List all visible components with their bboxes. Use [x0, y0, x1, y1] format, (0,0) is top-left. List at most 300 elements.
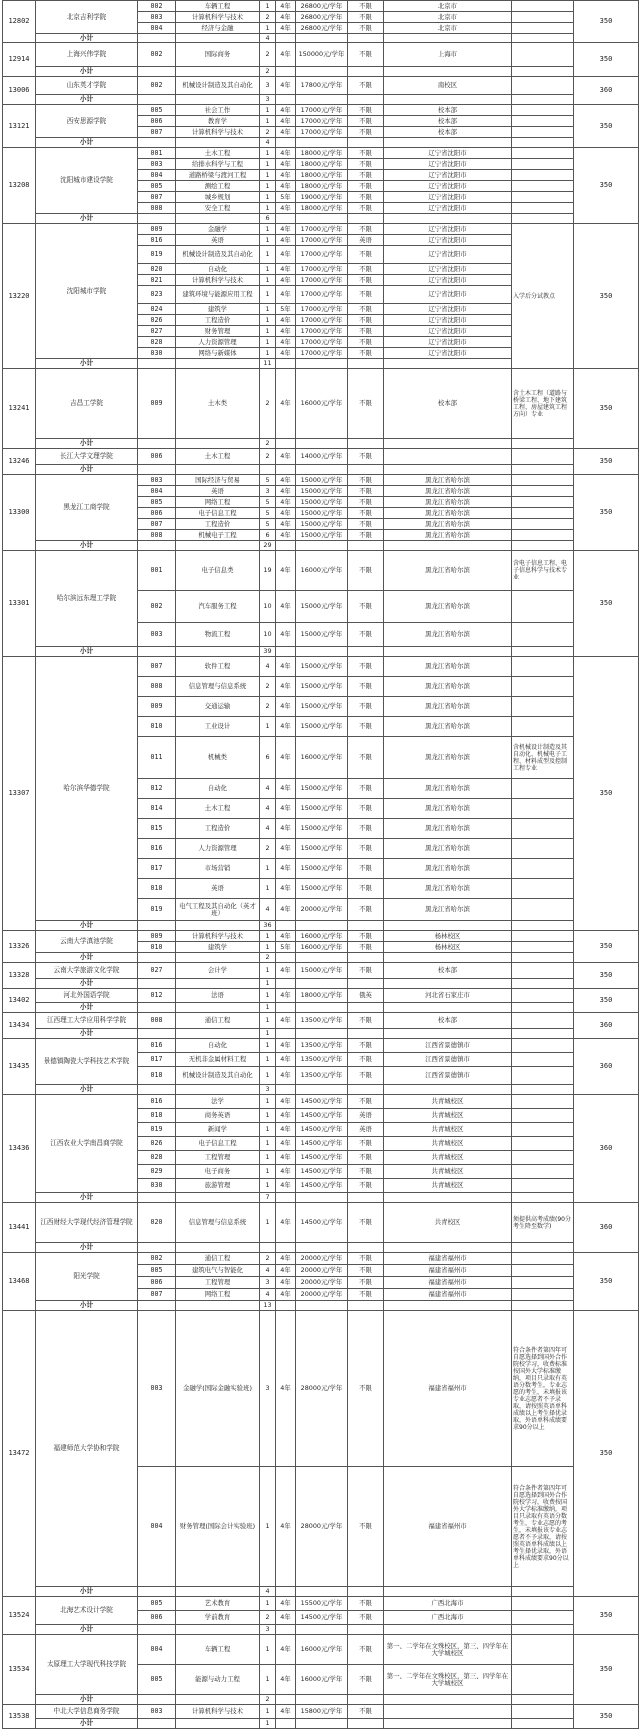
subtotal-spacer — [296, 541, 348, 551]
subtotal-spacer — [176, 95, 260, 105]
major-row — [3, 657, 639, 677]
language-requirement: 不限 — [348, 942, 384, 953]
remark — [512, 1039, 574, 1053]
major-code: 004 — [138, 23, 176, 34]
subtotal-count: 3 — [260, 1085, 276, 1095]
language-requirement: 不限 — [348, 931, 384, 942]
language-requirement: 不限 — [348, 519, 384, 530]
remark — [512, 1705, 574, 1719]
subtotal-spacer — [176, 1003, 260, 1013]
subtotal-label: 小计 — [36, 979, 138, 989]
subtotal-spacer — [296, 647, 348, 657]
tuition-fee: 17800元/学年 — [296, 77, 348, 95]
remark — [512, 77, 574, 95]
subtotal-spacer — [176, 1193, 260, 1203]
remark — [512, 779, 574, 799]
subtotal-spacer — [384, 67, 512, 77]
study-years: 4年 — [276, 931, 296, 942]
major-code: 010 — [138, 717, 176, 737]
major-row — [3, 224, 639, 235]
subtotal-count: 36 — [260, 921, 276, 931]
tuition-fee: 14500元/学年 — [296, 1165, 348, 1179]
school-name: 北京吉利学院 — [36, 1, 138, 34]
subtotal-spacer — [348, 1719, 384, 1729]
subtotal-spacer — [384, 979, 512, 989]
study-years: 4年 — [276, 235, 296, 246]
study-years: 4年 — [276, 1611, 296, 1625]
study-years: 4年 — [276, 879, 296, 899]
tuition-fee: 14500元/学年 — [296, 1179, 348, 1193]
study-years: 4年 — [276, 159, 296, 170]
language-requirement: 不限 — [348, 77, 384, 95]
tuition-fee: 15000元/学年 — [296, 779, 348, 799]
campus-location: 校本部 — [384, 1013, 512, 1029]
major-name: 英语 — [176, 879, 260, 899]
major-name: 机械电子工程 — [176, 530, 260, 541]
tuition-fee: 18000元/学年 — [296, 181, 348, 192]
school-name: 西安思源学院 — [36, 105, 138, 138]
major-name: 电子信息工程 — [176, 508, 260, 519]
language-requirement: 不限 — [348, 23, 384, 34]
tuition-fee: 17000元/学年 — [296, 304, 348, 315]
plan-count: 4 — [260, 1289, 276, 1301]
remark — [512, 942, 574, 953]
remark — [512, 1123, 574, 1137]
subtotal-spacer — [512, 465, 574, 475]
subtotal-spacer — [512, 95, 574, 105]
subtotal-spacer — [138, 67, 176, 77]
tuition-fee: 15000元/学年 — [296, 859, 348, 879]
tuition-fee: 14500元/学年 — [296, 1137, 348, 1151]
remark: 含电子信息工程、电子信息科学与技术专业 — [512, 551, 574, 591]
plan-count: 2 — [260, 369, 276, 439]
study-years: 4年 — [276, 1137, 296, 1151]
subtotal-spacer — [296, 95, 348, 105]
plan-count: 1 — [260, 989, 276, 1003]
campus-location: 福建省福州市 — [384, 1467, 512, 1587]
subtotal-spacer — [296, 1029, 348, 1039]
cutoff-score: 350 — [574, 148, 639, 224]
study-years: 4年 — [276, 839, 296, 859]
plan-count: 1 — [260, 1665, 276, 1695]
subtotal-spacer — [138, 1587, 176, 1597]
major-code: 018 — [138, 1109, 176, 1123]
subtotal-spacer — [176, 1719, 260, 1729]
study-years: 4年 — [276, 530, 296, 541]
language-requirement: 不限 — [348, 159, 384, 170]
subtotal-label: 小计 — [36, 1719, 138, 1729]
major-code: 024 — [138, 304, 176, 315]
language-requirement: 不限 — [348, 1289, 384, 1301]
plan-count: 2 — [260, 697, 276, 717]
subtotal-spacer — [512, 439, 574, 449]
subtotal-count: 2 — [260, 439, 276, 449]
subtotal-spacer — [384, 921, 512, 931]
campus-location: 黑龙江省哈尔滨 — [384, 677, 512, 697]
major-name: 通信工程 — [176, 1253, 260, 1265]
subtotal-spacer — [512, 1301, 574, 1311]
language-requirement: 不限 — [348, 369, 384, 439]
major-code: 030 — [138, 1179, 176, 1193]
major-name: 网络与新媒体 — [176, 348, 260, 359]
major-name: 工程管理 — [176, 1151, 260, 1165]
school-code: 13326 — [3, 931, 36, 963]
subtotal-spacer — [296, 1003, 348, 1013]
tuition-fee: 14000元/学年 — [296, 449, 348, 465]
study-years: 4年 — [276, 116, 296, 127]
subtotal-spacer — [138, 1003, 176, 1013]
major-code: 029 — [138, 1165, 176, 1179]
language-requirement: 不限 — [348, 1635, 384, 1665]
plan-count: 1 — [260, 192, 276, 203]
subtotal-spacer — [276, 1003, 296, 1013]
major-name: 汽车服务工程 — [176, 591, 260, 623]
subtotal-spacer — [276, 359, 296, 369]
plan-count: 1 — [260, 1013, 276, 1029]
school-name: 江西农业大学南昌商学院 — [36, 1095, 138, 1193]
study-years: 4年 — [276, 1151, 296, 1165]
subtotal-spacer — [138, 921, 176, 931]
major-row — [3, 105, 639, 116]
tuition-fee: 16000元/学年 — [296, 931, 348, 942]
major-code: 005 — [138, 181, 176, 192]
school-name: 福建师范大学协和学院 — [36, 1311, 138, 1587]
tuition-fee: 15000元/学年 — [296, 591, 348, 623]
subtotal-spacer — [176, 138, 260, 148]
remark — [512, 486, 574, 497]
study-years: 4年 — [276, 1067, 296, 1085]
remark — [512, 116, 574, 127]
plan-count: 1 — [260, 1109, 276, 1123]
major-row — [3, 1597, 639, 1611]
major-code: 003 — [138, 475, 176, 486]
major-name: 网络工程 — [176, 497, 260, 508]
subtotal-spacer — [384, 138, 512, 148]
campus-location: 黑龙江省哈尔滨 — [384, 737, 512, 779]
study-years: 4年 — [276, 1665, 296, 1695]
campus-location: 黑龙江省哈尔滨 — [384, 551, 512, 591]
subtotal-label: 小计 — [36, 1029, 138, 1039]
subtotal-spacer — [512, 1029, 574, 1039]
campus-location: 广西北海市 — [384, 1597, 512, 1611]
subtotal-row — [3, 1193, 639, 1203]
major-code: 005 — [138, 1265, 176, 1277]
remark — [512, 819, 574, 839]
major-name: 自动化 — [176, 1039, 260, 1053]
study-years: 4年 — [276, 737, 296, 779]
subtotal-spacer — [384, 359, 512, 369]
school-name: 云南大学滇池学院 — [36, 931, 138, 953]
language-requirement: 不限 — [348, 224, 384, 235]
campus-location: 黑龙江省哈尔滨 — [384, 486, 512, 497]
study-years: 4年 — [276, 1265, 296, 1277]
subtotal-spacer — [138, 647, 176, 657]
plan-count: 1 — [260, 235, 276, 246]
major-code: 026 — [138, 1137, 176, 1151]
major-code: 014 — [138, 799, 176, 819]
major-name: 计算机科学与技术 — [176, 931, 260, 942]
school-name: 阳光学院 — [36, 1253, 138, 1301]
major-code: 008 — [138, 1013, 176, 1029]
major-code: 006 — [138, 508, 176, 519]
campus-location: 辽宁省沈阳市 — [384, 315, 512, 326]
subtotal-spacer — [138, 34, 176, 43]
language-requirement: 不限 — [348, 43, 384, 67]
campus-location — [384, 449, 512, 465]
tuition-fee: 28000元/学年 — [296, 1311, 348, 1467]
subtotal-label: 小计 — [36, 1193, 138, 1203]
subtotal-row — [3, 921, 639, 931]
remark — [512, 1277, 574, 1289]
subtotal-row — [3, 1085, 639, 1095]
language-requirement: 不限 — [348, 899, 384, 921]
plan-count: 1 — [260, 116, 276, 127]
plan-count: 1 — [260, 23, 276, 34]
tuition-fee: 15000元/学年 — [296, 657, 348, 677]
language-requirement: 不限 — [348, 839, 384, 859]
subtotal-count: 3 — [260, 95, 276, 105]
subtotal-spacer — [348, 921, 384, 931]
subtotal-count: 2 — [260, 1695, 276, 1705]
remark — [512, 1665, 574, 1695]
subtotal-spacer — [384, 1587, 512, 1597]
subtotal-spacer — [176, 541, 260, 551]
subtotal-spacer — [384, 465, 512, 475]
major-name: 能源与动力工程 — [176, 1665, 260, 1695]
language-requirement: 不限 — [348, 246, 384, 264]
subtotal-spacer — [176, 647, 260, 657]
tuition-fee: 15000元/学年 — [296, 530, 348, 541]
major-code: 015 — [138, 819, 176, 839]
remark — [512, 1265, 574, 1277]
study-years: 4年 — [276, 1109, 296, 1123]
subtotal-spacer — [296, 979, 348, 989]
tuition-fee: 17000元/学年 — [296, 348, 348, 359]
campus-location: 福建省福州市 — [384, 1253, 512, 1265]
remark — [512, 1165, 574, 1179]
tuition-fee: 14500元/学年 — [296, 1095, 348, 1109]
subtotal-spacer — [176, 34, 260, 43]
study-years: 4年 — [276, 224, 296, 235]
subtotal-spacer — [296, 1243, 348, 1253]
subtotal-spacer — [296, 67, 348, 77]
plan-count: 4 — [260, 779, 276, 799]
tuition-fee: 17000元/学年 — [296, 246, 348, 264]
plan-count: 1 — [260, 1705, 276, 1719]
plan-count: 19 — [260, 551, 276, 591]
study-years: 5年 — [276, 304, 296, 315]
major-code: 004 — [138, 486, 176, 497]
remark: 符合条件者第四年可自愿选择到国外合作院校学习，收费标准按国外大学标准缴纳，项目只录取有英语分数考生，专业志愿的考生，未填报该专业志愿者不予录取，请按照英语单科成绩以上考生择优录取，外语单科成绩要求90分以上 — [512, 1311, 574, 1467]
major-code: 009 — [138, 697, 176, 717]
campus-location: 黑龙江省哈尔滨 — [384, 657, 512, 677]
cutoff-score: 360 — [574, 1039, 639, 1095]
plan-count: 2 — [260, 127, 276, 138]
plan-count: 1 — [260, 942, 276, 953]
cutoff-score: 350 — [574, 43, 639, 77]
campus-location: 辽宁省沈阳市 — [384, 286, 512, 304]
study-years: 5年 — [276, 192, 296, 203]
plan-count: 1 — [260, 1597, 276, 1611]
subtotal-spacer — [276, 34, 296, 43]
plan-count: 3 — [260, 1277, 276, 1289]
plan-count: 1 — [260, 264, 276, 275]
study-years: 4年 — [276, 899, 296, 921]
campus-location: 辽宁省沈阳市 — [384, 224, 512, 235]
study-years: 4年 — [276, 1095, 296, 1109]
major-code: 006 — [138, 1611, 176, 1625]
major-name: 工程造价 — [176, 819, 260, 839]
subtotal-label: 小计 — [36, 439, 138, 449]
school-code: 13328 — [3, 963, 36, 989]
plan-count: 2 — [260, 1253, 276, 1265]
major-code: 007 — [138, 127, 176, 138]
tuition-fee: 15000元/学年 — [296, 497, 348, 508]
subtotal-spacer — [138, 138, 176, 148]
major-code: 028 — [138, 337, 176, 348]
major-name: 交通运输 — [176, 697, 260, 717]
subtotal-count — [260, 465, 276, 475]
campus-location: 黑龙江省哈尔滨 — [384, 519, 512, 530]
cutoff-score: 350 — [574, 989, 639, 1013]
cutoff-score: 360 — [574, 77, 639, 105]
remark — [512, 203, 574, 214]
tuition-fee: 28000元/学年 — [296, 1467, 348, 1587]
study-years: 4年 — [276, 1311, 296, 1467]
study-years: 4年 — [276, 181, 296, 192]
subtotal-spacer — [276, 1719, 296, 1729]
subtotal-spacer — [138, 359, 176, 369]
language-requirement: 不限 — [348, 1179, 384, 1193]
major-name: 法学 — [176, 1095, 260, 1109]
subtotal-spacer — [138, 1243, 176, 1253]
tuition-fee: 19000元/学年 — [296, 192, 348, 203]
school-code: 12914 — [3, 43, 36, 77]
plan-count: 5 — [260, 508, 276, 519]
language-requirement: 不限 — [348, 337, 384, 348]
tuition-fee: 150000元/学年 — [296, 43, 348, 67]
language-requirement: 不限 — [348, 203, 384, 214]
campus-location: 辽宁省沈阳市 — [384, 192, 512, 203]
language-requirement: 不限 — [348, 12, 384, 23]
subtotal-spacer — [138, 1695, 176, 1705]
remark — [512, 1095, 574, 1109]
major-row — [3, 369, 639, 439]
plan-count: 1 — [260, 326, 276, 337]
campus-location: 校本部 — [384, 127, 512, 138]
major-name: 市场营销 — [176, 859, 260, 879]
major-name: 建筑环境与能源应用工程 — [176, 286, 260, 304]
major-name: 安全工程 — [176, 203, 260, 214]
major-name: 商务英语 — [176, 1109, 260, 1123]
language-requirement: 不限 — [348, 737, 384, 779]
major-row — [3, 148, 639, 159]
remark — [512, 181, 574, 192]
campus-location: 黑龙江省哈尔滨 — [384, 497, 512, 508]
major-name: 英语 — [176, 235, 260, 246]
subtotal-row — [3, 1243, 639, 1253]
study-years: 4年 — [276, 697, 296, 717]
language-requirement: 不限 — [348, 192, 384, 203]
campus-location: 上海市 — [384, 43, 512, 67]
school-name: 江西理工大学应用科学学院 — [36, 1013, 138, 1029]
remark — [512, 43, 574, 67]
subtotal-count: 4 — [260, 34, 276, 43]
language-requirement: 不限 — [348, 326, 384, 337]
major-name: 机械设计制造及其自动化 — [176, 77, 260, 95]
school-name: 北海艺术设计学院 — [36, 1597, 138, 1625]
subtotal-label: 小计 — [36, 1695, 138, 1705]
study-years: 4年 — [276, 105, 296, 116]
major-name: 建筑学 — [176, 304, 260, 315]
major-name: 给排水科学与工程 — [176, 159, 260, 170]
subtotal-spacer — [512, 214, 574, 224]
major-code: 001 — [138, 551, 176, 591]
language-requirement: 不限 — [348, 1253, 384, 1265]
major-code: 016 — [138, 235, 176, 246]
subtotal-count: 7 — [260, 1193, 276, 1203]
subtotal-spacer — [176, 67, 260, 77]
language-requirement: 不限 — [348, 348, 384, 359]
subtotal-row — [3, 541, 639, 551]
study-years: 4年 — [276, 369, 296, 439]
subtotal-spacer — [138, 979, 176, 989]
subtotal-spacer — [276, 1587, 296, 1597]
cutoff-score: 350 — [574, 657, 639, 931]
major-row — [3, 449, 639, 465]
subtotal-count: 2 — [260, 953, 276, 963]
study-years: 4年 — [276, 77, 296, 95]
subtotal-spacer — [276, 1243, 296, 1253]
subtotal-label: 小计 — [36, 1003, 138, 1013]
subtotal-spacer — [384, 1243, 512, 1253]
study-years: 4年 — [276, 449, 296, 465]
school-code: 13220 — [3, 224, 36, 369]
school-code: 13538 — [3, 1705, 36, 1729]
campus-location: 辽宁省沈阳市 — [384, 170, 512, 181]
study-years: 4年 — [276, 337, 296, 348]
campus-location: 第一、二学年在文殊校区，第三、四学年在大学城校区 — [384, 1635, 512, 1665]
campus-location: 黑龙江省哈尔滨 — [384, 475, 512, 486]
study-years: 4年 — [276, 1467, 296, 1587]
major-code: 007 — [138, 657, 176, 677]
study-years: 5年 — [276, 942, 296, 953]
subtotal-spacer — [276, 1193, 296, 1203]
major-name: 法语 — [176, 989, 260, 1003]
subtotal-spacer — [276, 465, 296, 475]
major-name: 财务管理 — [176, 326, 260, 337]
remark — [512, 12, 574, 23]
major-code: 005 — [138, 1665, 176, 1695]
remark — [512, 697, 574, 717]
plan-count: 5 — [260, 475, 276, 486]
study-years: 4年 — [276, 486, 296, 497]
subtotal-spacer — [348, 1625, 384, 1635]
subtotal-spacer — [138, 95, 176, 105]
tuition-fee: 16000元/学年 — [296, 551, 348, 591]
study-years: 4年 — [276, 519, 296, 530]
study-years: 4年 — [276, 819, 296, 839]
major-row — [3, 1039, 639, 1053]
plan-count: 1 — [260, 304, 276, 315]
school-code: 13208 — [3, 148, 36, 224]
campus-location: 黑龙江省哈尔滨 — [384, 819, 512, 839]
campus-location: 黑龙江省哈尔滨 — [384, 697, 512, 717]
remark — [512, 1289, 574, 1301]
language-requirement: 不限 — [348, 859, 384, 879]
major-name: 车辆工程 — [176, 1, 260, 12]
subtotal-spacer — [138, 1301, 176, 1311]
